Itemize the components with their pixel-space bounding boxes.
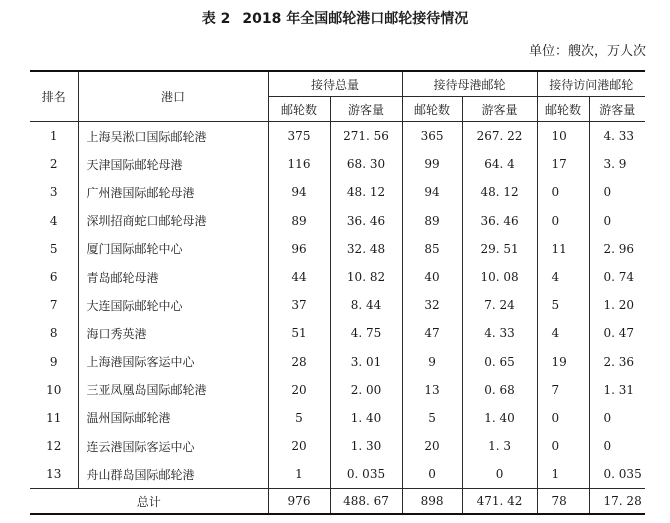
table-number: 表 2 (201, 11, 231, 27)
visit-ships-cell: 0 (537, 404, 589, 432)
total-passengers-cell: 2. 00 (330, 376, 402, 404)
cruise-port-table (30, 70, 645, 515)
port-cell: 厦门国际邮轮中心 (78, 235, 268, 263)
port-cell: 广州港国际邮轮母港 (78, 178, 268, 206)
port-cell: 温州国际邮轮港 (78, 404, 268, 432)
visit-passengers-cell: 2. 36 (589, 348, 645, 376)
rank-cell: 2 (30, 150, 78, 178)
total-passengers-cell: 68. 30 (330, 150, 402, 178)
visit-ships-cell: 19 (537, 348, 589, 376)
port-cell: 大连国际邮轮中心 (78, 291, 268, 319)
home-ships-cell: 94 (402, 178, 462, 206)
total-passengers-cell: 1. 40 (330, 404, 402, 432)
port-cell: 深圳招商蛇口邮轮母港 (78, 207, 268, 235)
home-ships-cell: 5 (402, 404, 462, 432)
total-passengers-cell: 271. 56 (330, 122, 402, 151)
table-row (30, 319, 645, 347)
visit-passengers-cell: 0. 47 (589, 319, 645, 347)
home-ships-cell: 20 (402, 432, 462, 460)
header-sub-passengers: 游客量 (589, 97, 645, 122)
header-port: 港口 (78, 71, 268, 122)
table-row (30, 460, 645, 489)
total-ships-cell: 89 (268, 207, 330, 235)
home-passengers-cell: 1. 40 (462, 404, 537, 432)
table-title-text: 2018 年全国邮轮港口邮轮接待情况 (242, 11, 469, 27)
rank-cell: 6 (30, 263, 78, 291)
home-passengers-cell: 7. 24 (462, 291, 537, 319)
visit-passengers-cell: 0 (589, 178, 645, 206)
port-cell: 连云港国际客运中心 (78, 432, 268, 460)
header-sub-ships: 邮轮数 (537, 97, 589, 122)
home-passengers-cell: 4. 33 (462, 319, 537, 347)
home-passengers-cell: 29. 51 (462, 235, 537, 263)
table-row (30, 207, 645, 235)
home-ships-cell: 13 (402, 376, 462, 404)
visit-passengers-cell: 3. 9 (589, 150, 645, 178)
total-ships-cell: 51 (268, 319, 330, 347)
header-homeport-group: 接待母港邮轮 (402, 71, 537, 97)
total-ships-cell: 5 (268, 404, 330, 432)
table-row (30, 150, 645, 178)
visit-passengers-cell: 1. 31 (589, 376, 645, 404)
visit-ships-cell: 0 (537, 178, 589, 206)
visit-passengers-cell: 0 (589, 432, 645, 460)
total-ships-cell: 976 (268, 489, 330, 515)
home-passengers-cell: 1. 3 (462, 432, 537, 460)
header-sub-passengers: 游客量 (330, 97, 402, 122)
table-row (30, 178, 645, 206)
total-row (30, 489, 645, 515)
home-passengers-cell: 36. 46 (462, 207, 537, 235)
total-ships-cell: 28 (268, 348, 330, 376)
visit-passengers-cell: 2. 96 (589, 235, 645, 263)
rank-cell: 11 (30, 404, 78, 432)
total-ships-cell: 96 (268, 235, 330, 263)
visit-passengers-cell: 17. 28 (589, 489, 645, 515)
total-passengers-cell: 4. 75 (330, 319, 402, 347)
visit-ships-cell: 11 (537, 235, 589, 263)
table-row (30, 348, 645, 376)
total-label: 总计 (30, 489, 268, 515)
visit-ships-cell: 1 (537, 460, 589, 489)
rank-cell: 8 (30, 319, 78, 347)
total-ships-cell: 37 (268, 291, 330, 319)
port-cell: 天津国际邮轮母港 (78, 150, 268, 178)
total-passengers-cell: 32. 48 (330, 235, 402, 263)
home-passengers-cell: 0 (462, 460, 537, 489)
visit-passengers-cell: 1. 20 (589, 291, 645, 319)
visit-ships-cell: 7 (537, 376, 589, 404)
home-ships-cell: 47 (402, 319, 462, 347)
visit-ships-cell: 10 (537, 122, 589, 151)
home-ships-cell: 85 (402, 235, 462, 263)
home-ships-cell: 89 (402, 207, 462, 235)
visit-passengers-cell: 0. 74 (589, 263, 645, 291)
rank-cell: 1 (30, 122, 78, 151)
total-ships-cell: 116 (268, 150, 330, 178)
table-row (30, 122, 645, 151)
rank-cell: 3 (30, 178, 78, 206)
home-passengers-cell: 10. 08 (462, 263, 537, 291)
unit-note: 单位：艘次，万人次 (528, 44, 646, 59)
home-ships-cell: 32 (402, 291, 462, 319)
visit-ships-cell: 78 (537, 489, 589, 515)
header-total-group: 接待总量 (268, 71, 402, 97)
home-ships-cell: 40 (402, 263, 462, 291)
total-passengers-cell: 36. 46 (330, 207, 402, 235)
port-cell: 上海港国际客运中心 (78, 348, 268, 376)
home-passengers-cell: 48. 12 (462, 178, 537, 206)
home-ships-cell: 365 (402, 122, 462, 151)
rank-cell: 13 (30, 460, 78, 489)
port-cell: 青岛邮轮母港 (78, 263, 268, 291)
visit-ships-cell: 5 (537, 291, 589, 319)
total-ships-cell: 20 (268, 432, 330, 460)
port-cell: 上海吴淞口国际邮轮港 (78, 122, 268, 151)
table-row (30, 404, 645, 432)
visit-ships-cell: 4 (537, 319, 589, 347)
table-title (0, 8, 670, 28)
home-passengers-cell: 64. 4 (462, 150, 537, 178)
total-passengers-cell: 1. 30 (330, 432, 402, 460)
visit-ships-cell: 0 (537, 207, 589, 235)
table-row (30, 263, 645, 291)
port-cell: 三亚凤凰岛国际邮轮港 (78, 376, 268, 404)
home-passengers-cell: 0. 68 (462, 376, 537, 404)
home-ships-cell: 99 (402, 150, 462, 178)
port-cell: 海口秀英港 (78, 319, 268, 347)
home-ships-cell: 0 (402, 460, 462, 489)
total-ships-cell: 375 (268, 122, 330, 151)
table-row (30, 235, 645, 263)
total-passengers-cell: 10. 82 (330, 263, 402, 291)
visit-passengers-cell: 0 (589, 404, 645, 432)
home-passengers-cell: 0. 65 (462, 348, 537, 376)
home-passengers-cell: 471. 42 (462, 489, 537, 515)
table-row (30, 376, 645, 404)
rank-cell: 4 (30, 207, 78, 235)
visit-ships-cell: 17 (537, 150, 589, 178)
rank-cell: 5 (30, 235, 78, 263)
total-passengers-cell: 48. 12 (330, 178, 402, 206)
header-sub-ships: 邮轮数 (268, 97, 330, 122)
header-sub-passengers: 游客量 (462, 97, 537, 122)
rank-cell: 12 (30, 432, 78, 460)
total-passengers-cell: 8. 44 (330, 291, 402, 319)
visit-passengers-cell: 4. 33 (589, 122, 645, 151)
rank-cell: 10 (30, 376, 78, 404)
header-sub-ships: 邮轮数 (402, 97, 462, 122)
total-passengers-cell: 0. 035 (330, 460, 402, 489)
total-ships-cell: 20 (268, 376, 330, 404)
total-ships-cell: 1 (268, 460, 330, 489)
visit-passengers-cell: 0. 035 (589, 460, 645, 489)
total-ships-cell: 94 (268, 178, 330, 206)
rank-cell: 7 (30, 291, 78, 319)
port-cell: 舟山群岛国际邮轮港 (78, 460, 268, 489)
home-passengers-cell: 267. 22 (462, 122, 537, 151)
total-passengers-cell: 488. 67 (330, 489, 402, 515)
header-rank: 排名 (30, 71, 78, 122)
visit-ships-cell: 4 (537, 263, 589, 291)
total-ships-cell: 44 (268, 263, 330, 291)
header-visit-group: 接待访问港邮轮 (537, 71, 645, 97)
table-row (30, 432, 645, 460)
table-row (30, 291, 645, 319)
visit-ships-cell: 0 (537, 432, 589, 460)
visit-passengers-cell: 0 (589, 207, 645, 235)
total-passengers-cell: 3. 01 (330, 348, 402, 376)
home-ships-cell: 898 (402, 489, 462, 515)
rank-cell: 9 (30, 348, 78, 376)
home-ships-cell: 9 (402, 348, 462, 376)
